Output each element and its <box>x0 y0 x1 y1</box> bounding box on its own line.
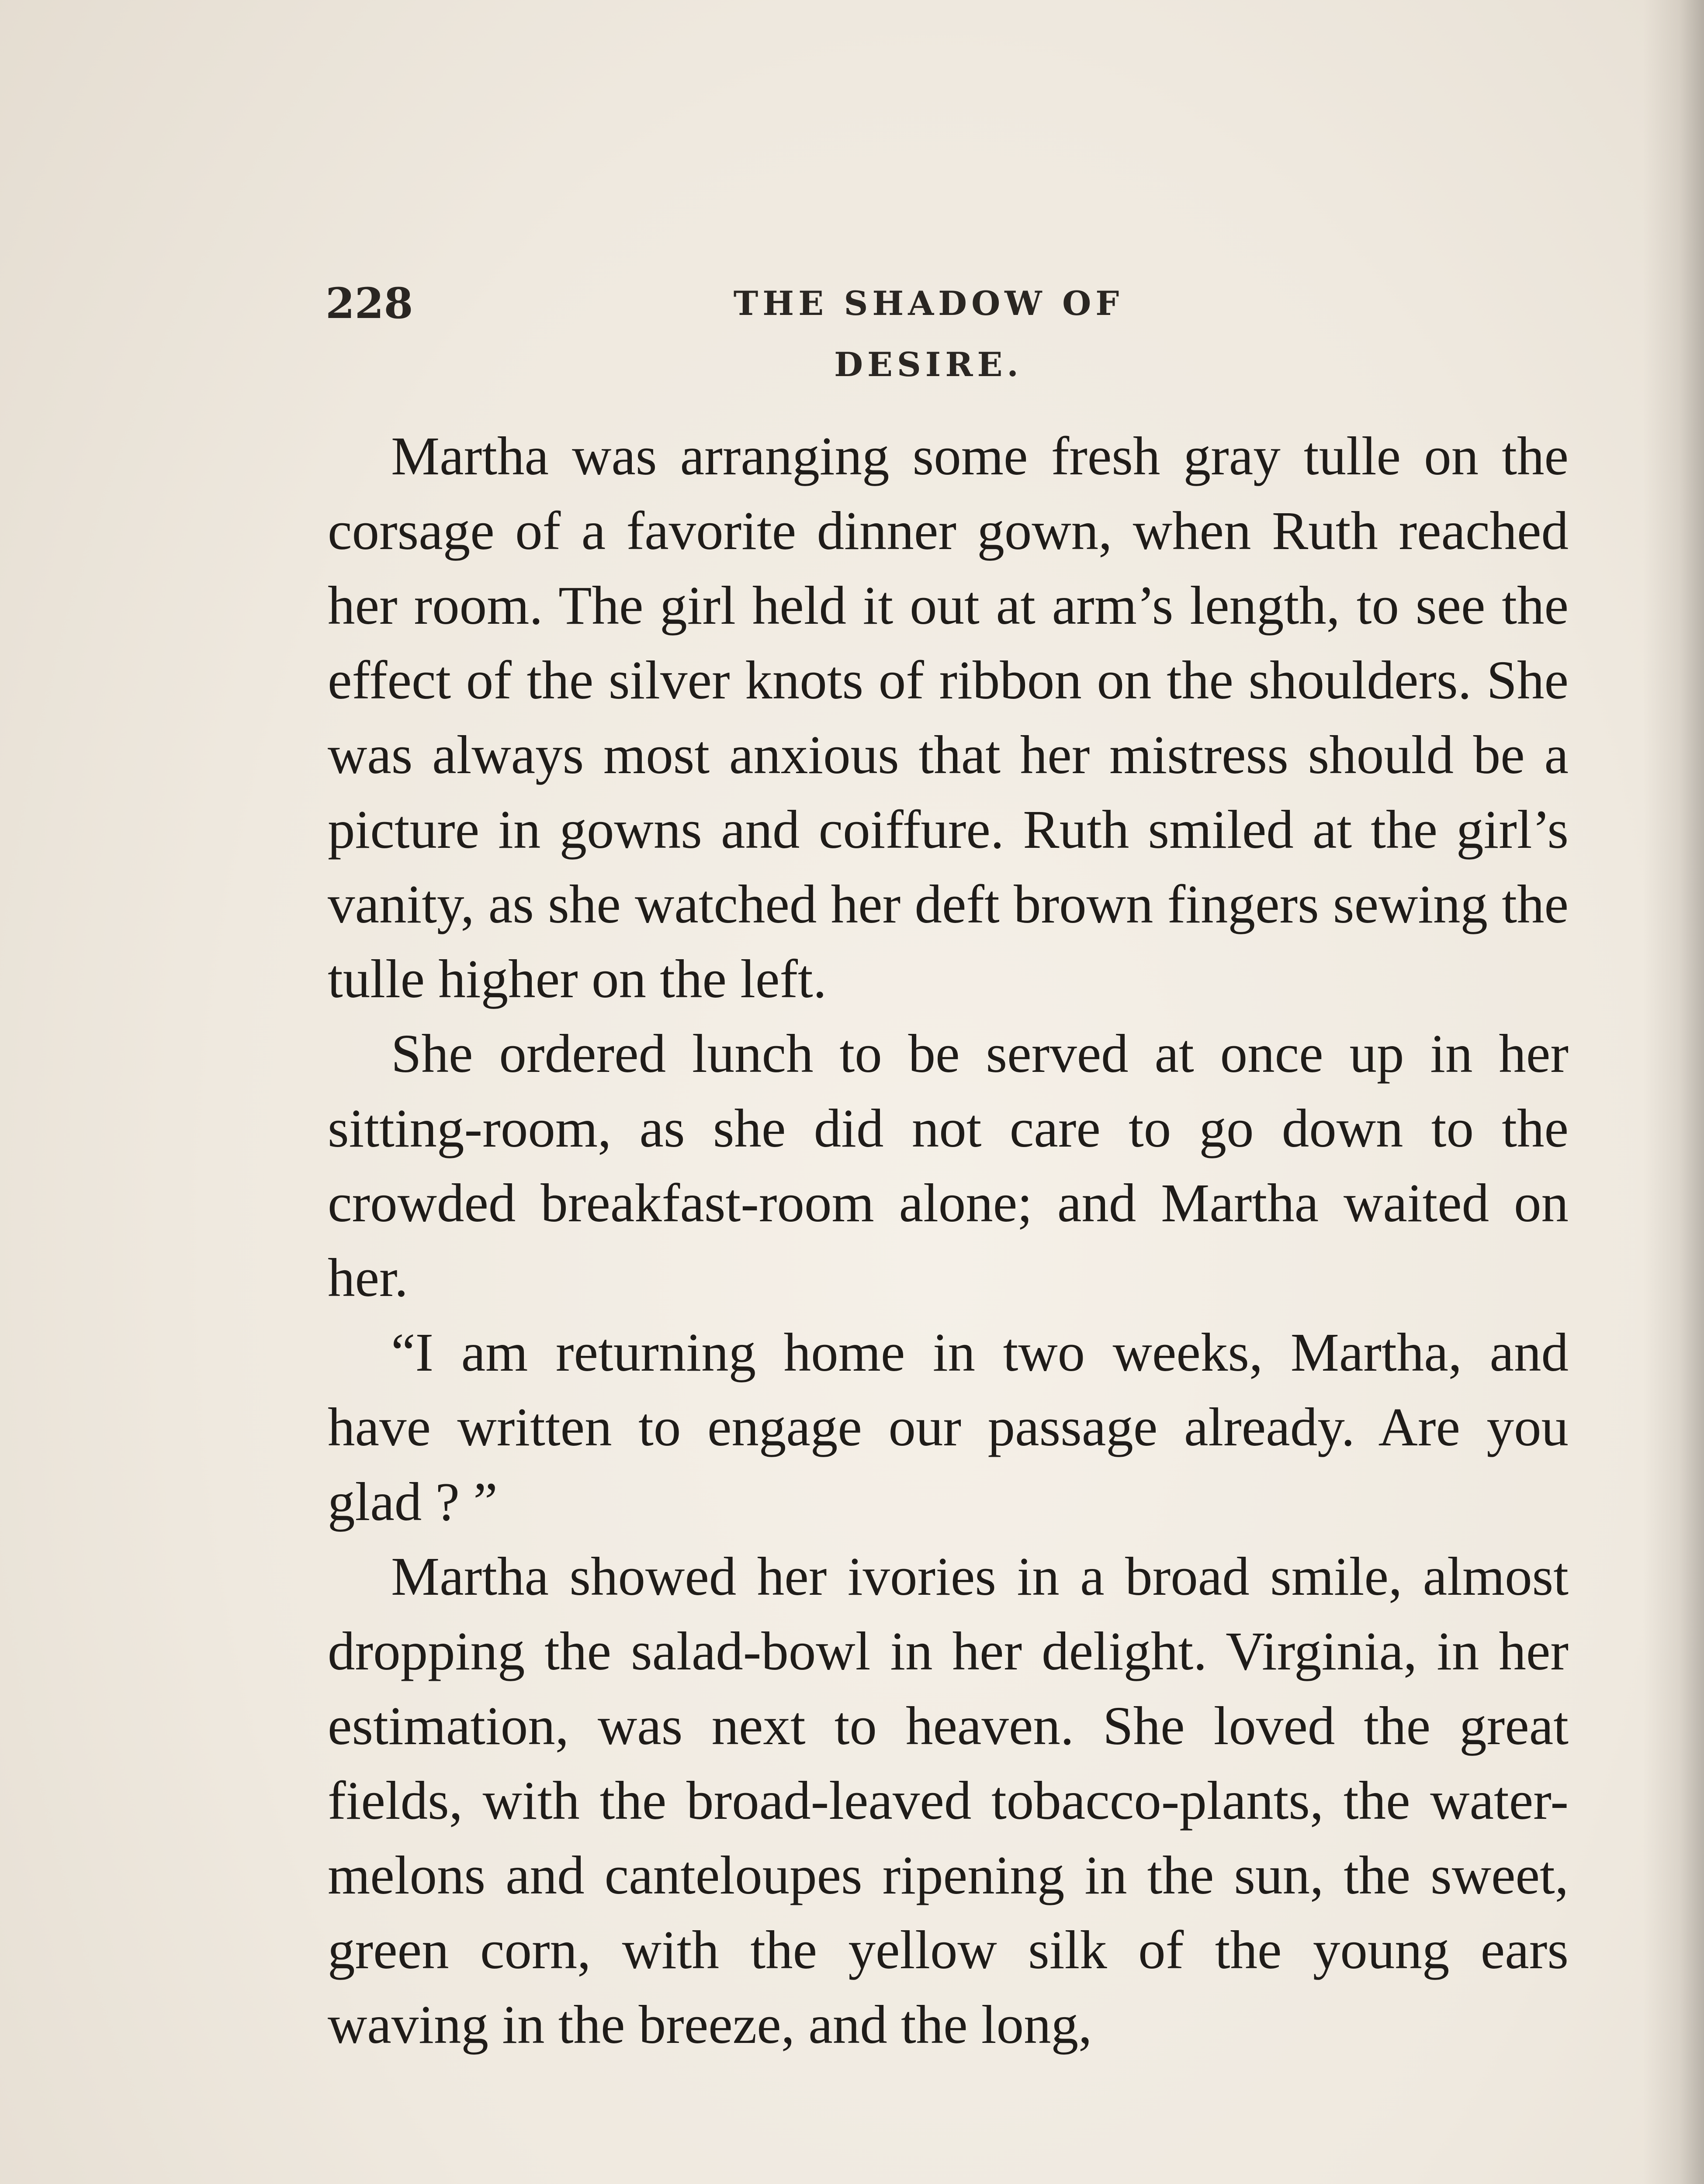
running-header <box>326 273 1575 384</box>
page-number: 228 <box>326 279 413 328</box>
page-edge-shadow <box>1643 0 1704 2184</box>
paragraph: She ordered lunch to be served at once up in her sitting-room, as she did not care to go down to the crowded breakfast-room alone; and Martha waited on her. <box>328 1024 1569 1308</box>
paragraph: Martha showed her ivories in a broad smile, almost dropping the salad-bowl in her delight. Virginia, in her estimation, was next to heaven. She loved the great fields, with the broad-leaved tobacco-plants, the water-melons and canteloupes ripening in the sun, the sweet, green corn, with the yellow silk of the young ears waving in the breeze, and the long, <box>328 1547 1569 2055</box>
body-text <box>328 419 1569 2063</box>
book-title: THE SHADOW OF DESIRE. <box>733 284 1124 384</box>
paragraph: “I am returning home in two weeks, Martha, and have written to engage our passage already. Are you glad ? ” <box>328 1323 1569 1532</box>
paragraph: Martha was arranging some fresh gray tulle on the corsage of a favorite dinner gown, when Ruth reached her room. The girl held it out at arm’s length, to see the effect of the silver knots of ribbon on the shoulders. She was always most anxious that her mistress should be a picture in gowns and coiffure. Ruth smiled at the girl’s vanity, as she watched her deft brown fingers sewing the tulle higher on the left. <box>328 426 1569 1009</box>
